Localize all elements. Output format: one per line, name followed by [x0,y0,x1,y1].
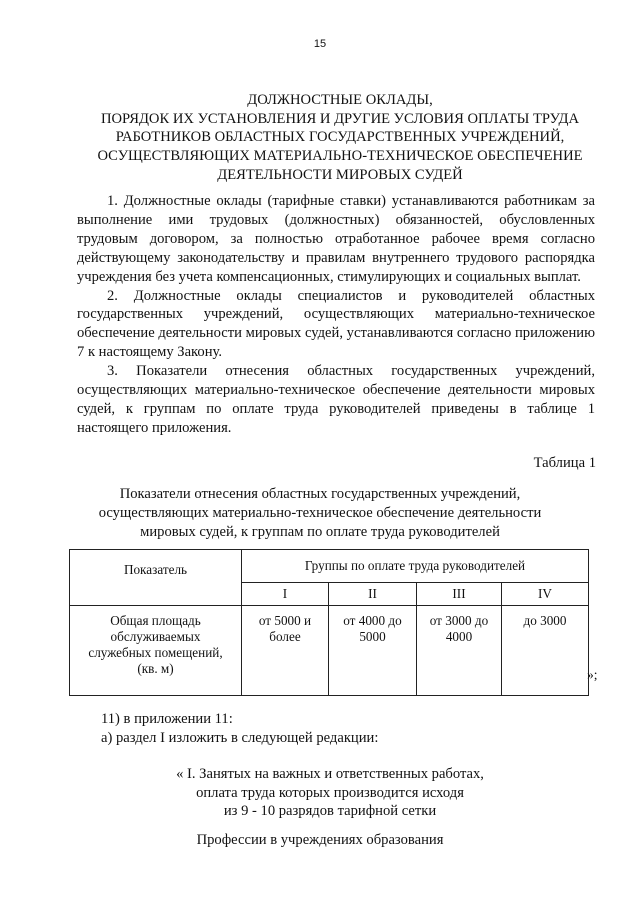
row-label: Общая площадь обслуживаемых служебных помещений, (кв. м) [70,606,242,696]
caption-line: мировых судей, к группам по оплате труда руководителей [140,524,500,540]
paragraph-3: 3. Показатели отнесения областных государственных учреждений, осуществляющих материально-техническое обеспечение деятельности мировых судей, к группам по оплате труда руководителей приведены в таблице 1 настоящего приложения. [77,363,595,436]
amendment-line: 11) в приложении 11: [101,711,233,727]
table-caption [60,485,580,542]
caption-line: Показатели отнесения областных государственных учреждений, [119,486,521,502]
body-paragraphs [77,192,595,438]
quoted-section-heading [100,765,560,821]
table-cell: от 3000 до 4000 [417,606,502,696]
group-header: III [417,583,502,606]
table-cell: до 3000 [502,606,589,696]
table-cell: от 4000 до 5000 [329,606,417,696]
paragraph-2: 2. Должностные оклады специалистов и руководителей областных государственных учреждений, осуществляющих материально-техническое обеспечение деятельности мировых судей, устанавливаются согласно приложению 7 к настоящему Закону. [77,287,595,361]
header-groups: Группы по оплате труда руководителей [242,550,589,583]
subheading: Профессии в учреждениях образования [196,832,444,848]
table-label: Таблица 1 [533,455,596,471]
title-line: ДЕЯТЕЛЬНОСТИ МИРОВЫХ СУДЕЙ [217,166,463,183]
page-number: 15 [313,38,327,50]
quote-line: « I. Занятых на важных и ответственных работах, [176,766,484,782]
header-indicator: Показатель [70,550,242,606]
group-header: II [329,583,417,606]
quote-line: оплата труда которых производится исходя [196,784,464,801]
paragraph-1: 1. Должностные оклады (тарифные ставки) устанавливаются работникам за выполнение ими трудовых (должностных) обязанностей, обусловленных трудовым договором, за полностью отработанное рабочее время согласно действующему законодательству и правилам внутреннего трудового распорядка учреждения без учета компенсационных, стимулирующих и социальных выплат. [77,193,595,285]
groups-table-wrapper [69,549,589,696]
quote-line: из 9 - 10 разрядов тарифной сетки [223,803,437,820]
closing-quote-mark: »; [587,667,598,682]
table-cell: от 5000 и более [242,606,329,696]
group-header: I [242,583,329,606]
title-line: ОСУЩЕСТВЛЯЮЩИХ МАТЕРИАЛЬНО-ТЕХНИЧЕСКОЕ ОБЕСПЕЧЕНИЕ [97,148,583,165]
title-line: ДОЛЖНОСТНЫЕ ОКЛАДЫ, [247,92,433,108]
document-title [60,91,620,185]
caption-line: осуществляющих материально-техническое обеспечение деятельности [98,505,542,521]
title-line: ПОРЯДОК ИХ УСТАНОВЛЕНИЯ И ДРУГИЕ УСЛОВИЯ ОПЛАТЫ ТРУДА [100,110,580,127]
title-line: РАБОТНИКОВ ОБЛАСТНЫХ ГОСУДАРСТВЕННЫХ УЧРЕЖДЕНИЙ, [115,129,565,146]
amendment-line: а) раздел I изложить в следующей редакции: [101,730,379,746]
groups-table [69,549,589,696]
amendment-block [101,710,378,748]
group-header: IV [502,583,589,606]
